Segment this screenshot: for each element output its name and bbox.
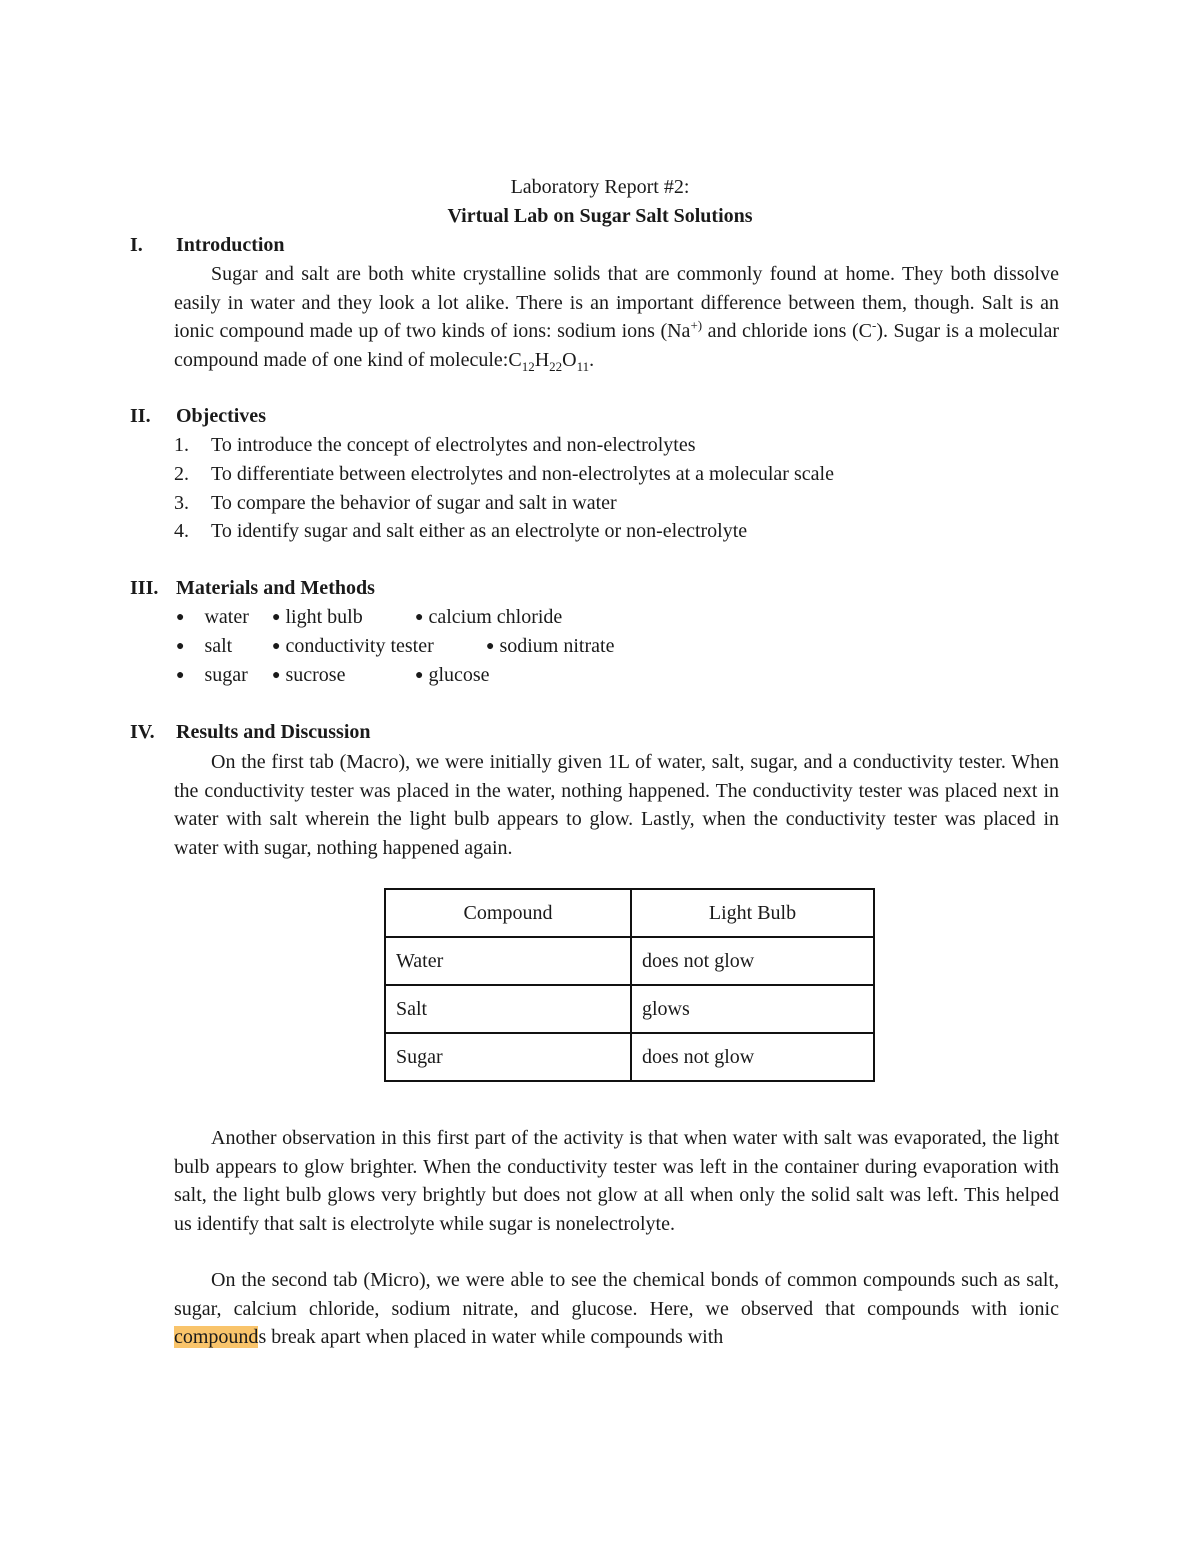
bullet-icon: ● [176, 668, 185, 683]
results-paragraph-1: On the first tab (Macro), we were initially given 1L of water, salt, sugar, and a conductivity tester. When the conductivity tester was placed in the water, nothing happened. The conductivity tester was placed next in water with salt wherein the light bulb appears to glow. Lastly, when the conductivity tester was placed in water with sugar, nothing happened again. [174, 751, 1059, 859]
section-title: Materials and Methods [176, 577, 375, 599]
objective-item: 3. To compare the behavior of sugar and salt in water [174, 492, 617, 514]
bullet-icon: ● [415, 610, 424, 625]
report-title: Virtual Lab on Sugar Salt Solutions [447, 205, 753, 227]
objective-item: 2. To differentiate between electrolytes and non-electrolytes at a molecular scale [174, 463, 834, 485]
materials-heading [130, 575, 375, 601]
highlighted-word[interactable]: compound [174, 1326, 259, 1348]
objectives-heading [130, 403, 266, 429]
section-number: I. [130, 234, 143, 256]
section-number: III. [130, 577, 159, 599]
material-item-glucose: ● glucose [415, 664, 490, 686]
material-item-calcium-chloride: ● calcium chloride [415, 606, 563, 628]
material-item-sodium-nitrate: ● sodium nitrate [486, 635, 615, 657]
bullet-icon: ● [415, 668, 424, 683]
results-paragraph-3: On the second tab (Micro), we were able to see the chemical bonds of common compounds such as salt, sugar, calcium chloride, sodium nitrate, and glucose. Here, we observed that compounds with ionic compounds break apart when placed in water while compounds with [174, 1269, 1059, 1348]
introduction-heading [130, 232, 285, 258]
bullet-icon: ● [272, 639, 281, 654]
table-row [385, 937, 874, 985]
section-number: IV. [130, 721, 155, 743]
material-item-light-bulb: ● light bulb [272, 606, 363, 628]
section-title: Results and Discussion [176, 721, 371, 743]
bullet-icon: ● [176, 639, 185, 654]
table-header-compound: Compound [385, 889, 631, 937]
material-item-sugar: ● sugar [176, 664, 248, 686]
material-item-conductivity-tester: ● conductivity tester [272, 635, 434, 657]
results-paragraph-2: Another observation in this first part of the activity is that when water with salt was evaporated, the light bulb appears to glow brighter. When the conductivity tester was left in the container during evaporation with salt, the light bulb glows very brightly but does not glow at all when only the solid salt was left. This helped us identify that salt is electrolyte while sugar is nonelectrolyte. [174, 1127, 1059, 1235]
material-item-salt: ● salt [176, 635, 233, 657]
report-number-title: Laboratory Report #2: [510, 176, 690, 198]
table-cell: glows [631, 985, 874, 1033]
bullet-icon: ● [272, 610, 281, 625]
table-row [385, 1033, 874, 1081]
table-header-light-bulb: Light Bulb [631, 889, 874, 937]
material-item-sucrose: ● sucrose [272, 664, 346, 686]
table-cell: Sugar [385, 1033, 631, 1081]
bullet-icon: ● [486, 639, 495, 654]
section-number: II. [130, 405, 151, 427]
bullet-icon: ● [272, 668, 281, 683]
bullet-icon: ● [176, 610, 185, 625]
introduction-paragraph: Sugar and salt are both white crystalline solids that are commonly found at home. They both dissolve easily in water and they look a lot alike. There is an important difference between them, though. Salt is an ionic compound made up of two kinds of ions: sodium ions (Na+) and chloride ions (C-). Sugar is a molecular compound made of one kind of $molecule:C_{12}H_{22}O_{11}$. [174, 263, 1060, 374]
table-row [385, 985, 874, 1033]
table-header-row [385, 889, 874, 937]
section-title: Objectives [176, 405, 266, 427]
objective-item: 4. To identify sugar and salt either as an electrolyte or non-electrolyte [174, 520, 748, 542]
table-cell: does not glow [631, 1033, 874, 1081]
table-cell: does not glow [631, 937, 874, 985]
results-heading [130, 719, 371, 745]
objective-item: 1. To introduce the concept of electrolytes and non-electrolytes [174, 434, 696, 456]
table-cell: Salt [385, 985, 631, 1033]
results-table [384, 888, 875, 1082]
table-cell: Water [385, 937, 631, 985]
material-item-water: ● water [176, 606, 249, 628]
section-title: Introduction [176, 234, 285, 256]
